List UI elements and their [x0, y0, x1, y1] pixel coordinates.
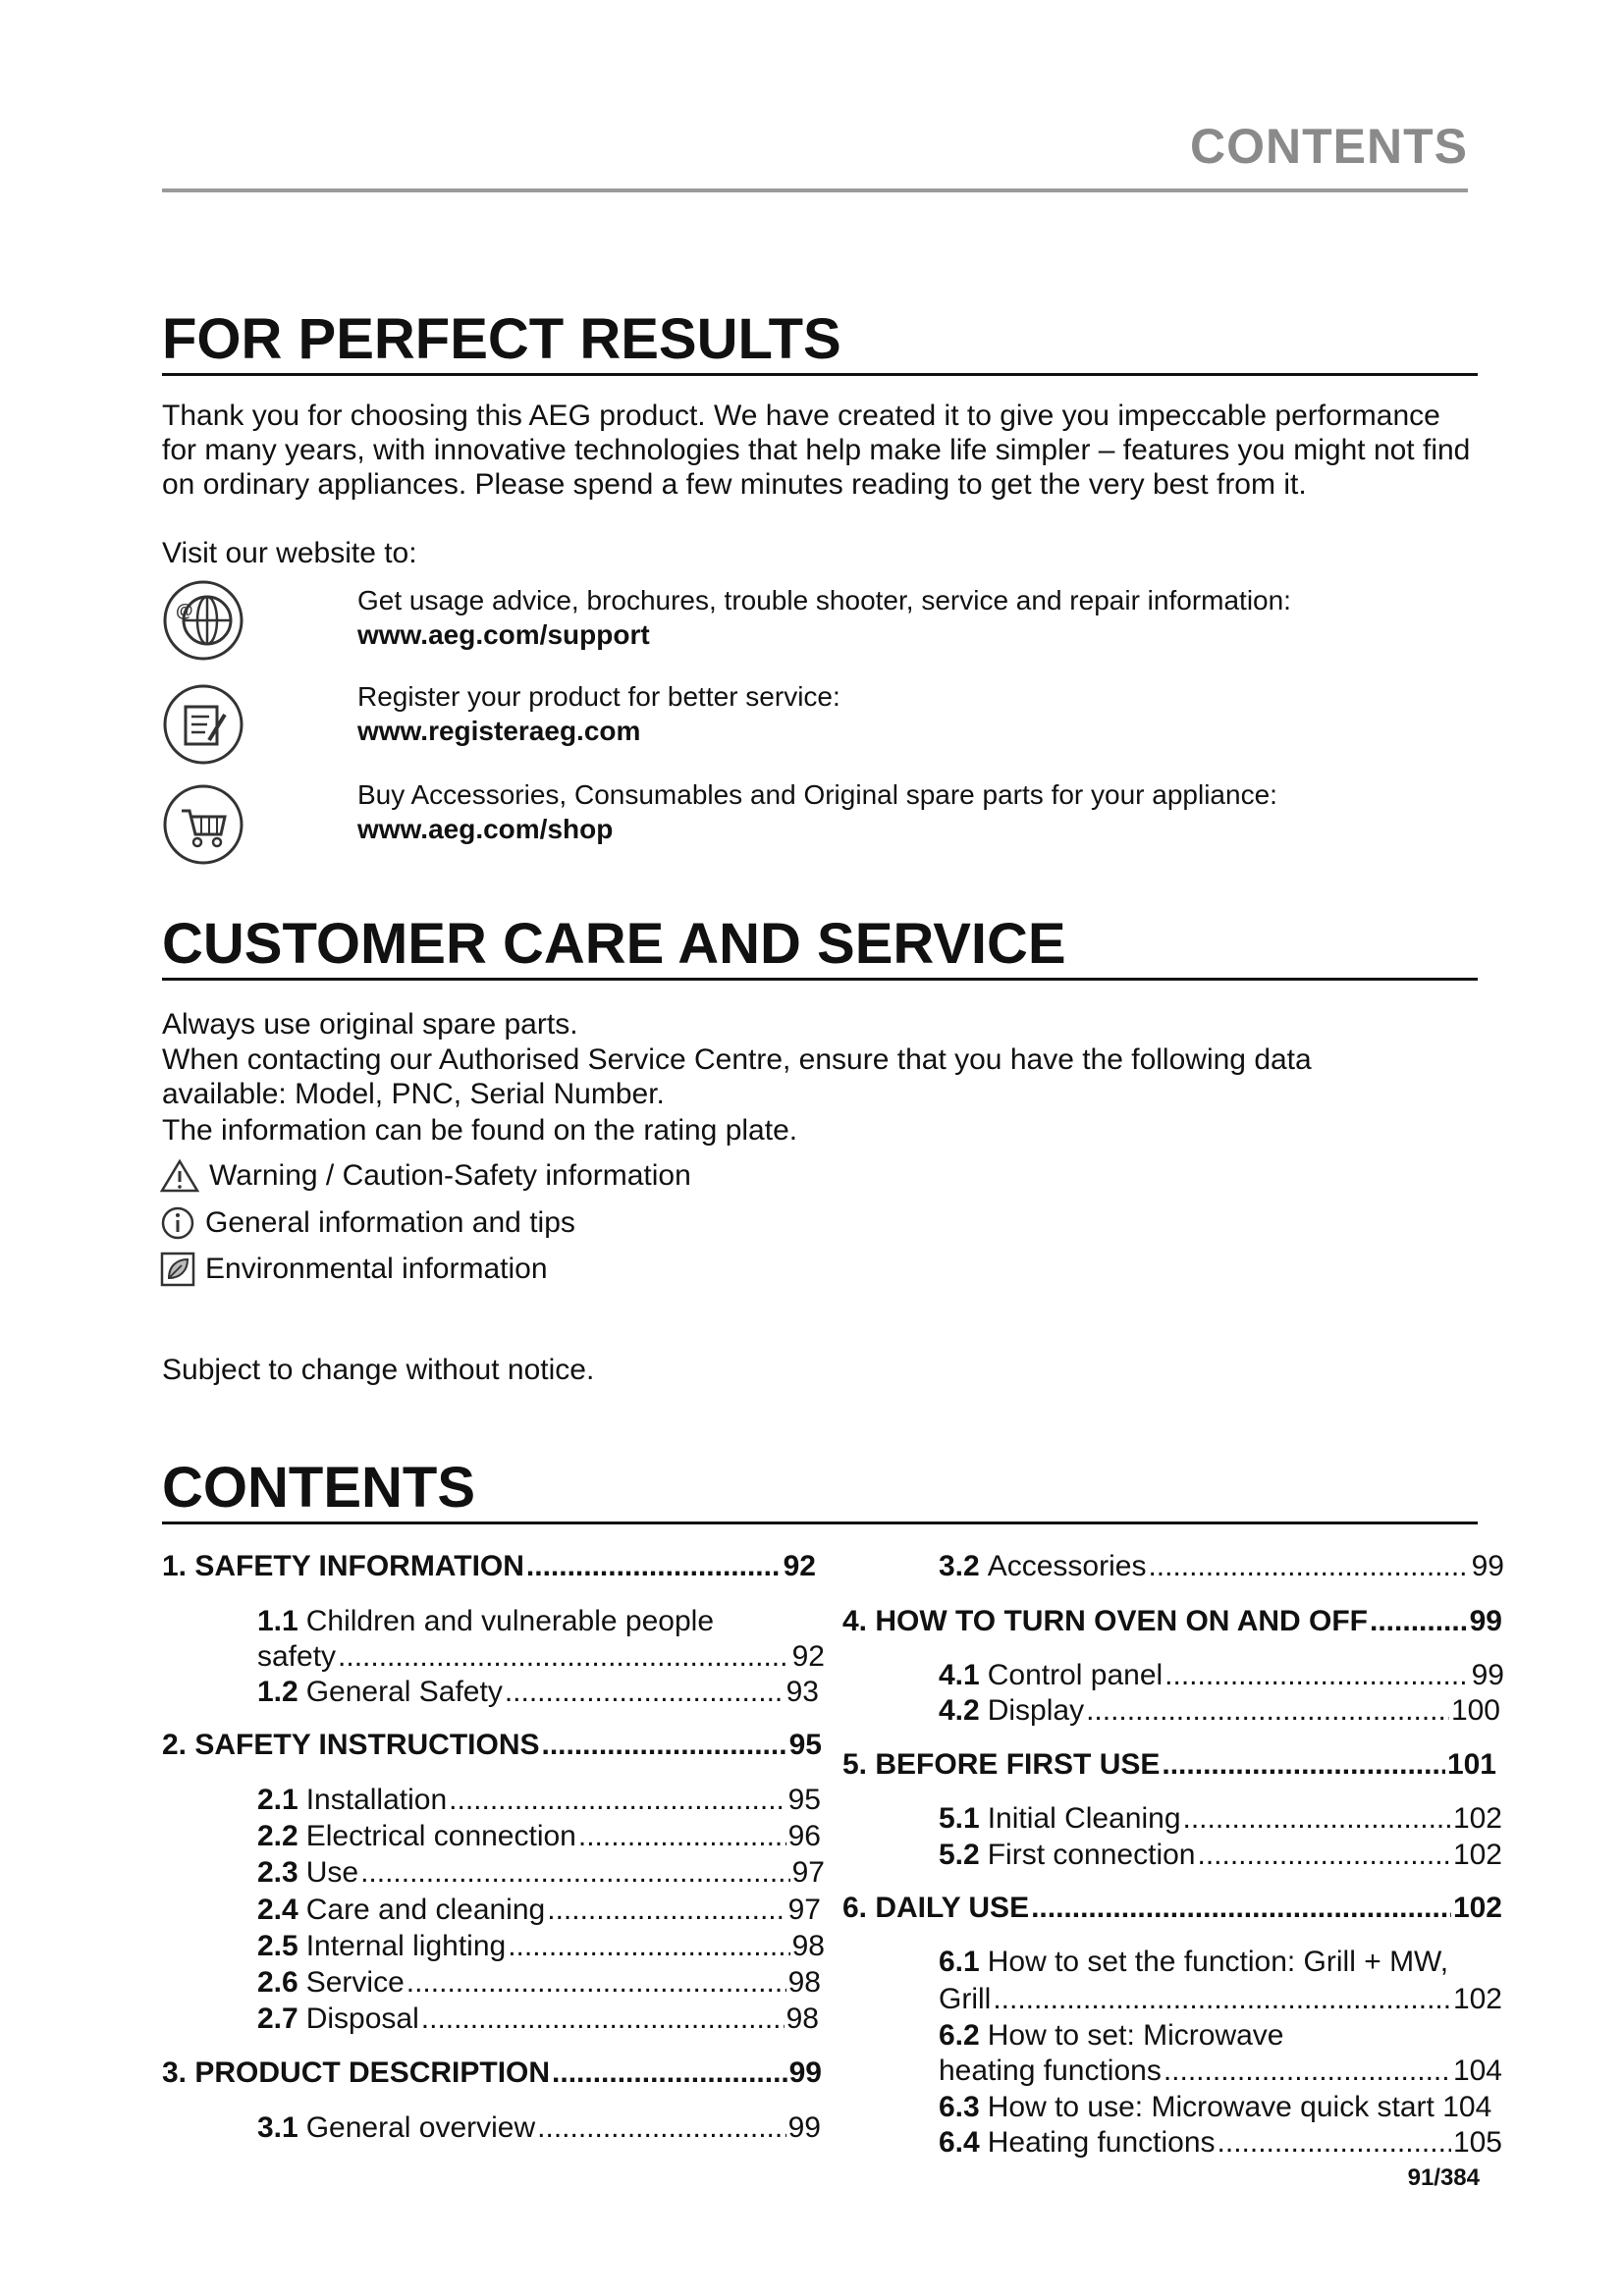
svg-text:@: @ [176, 601, 193, 620]
toc-number: 6.3 [939, 2091, 980, 2123]
link-description: Register your product for better service: [357, 681, 840, 712]
toc-entry-6-1-line2[interactable] [939, 1982, 1502, 2017]
link-description: Get usage advice, brochures, trouble shooter, service and repair information: [357, 585, 1291, 615]
toc-page: 99 [1471, 1550, 1504, 1582]
section-title-perfect-results: FOR PERFECT RESULTS [162, 308, 1478, 376]
section-title-contents: CONTENTS [162, 1457, 1478, 1524]
toc-page: 102 [1452, 1839, 1502, 1871]
toc-entry-3[interactable] [162, 2056, 822, 2091]
toc-entry-5-1[interactable] [939, 1801, 1502, 1837]
toc-page: 95 [788, 1729, 822, 1761]
toc-entry-1-2[interactable] [257, 1675, 819, 1710]
intro-paragraph: Thank you for choosing this AEG product. We have created it to give you impeccable performance for many years, with innovative technologies that help make life simpler – features you might not find on ordinary appliances. Please spend a few minutes reading to get the very best from it. [162, 400, 1471, 501]
toc-label: Installation [305, 1784, 448, 1816]
toc-number: 4.2 [939, 1694, 980, 1727]
legend-environment-text: Environmental information [205, 1253, 548, 1285]
toc-page: 98 [791, 1930, 825, 1962]
toc-entry-4-2[interactable] [939, 1693, 1500, 1729]
toc-page: 102 [1452, 1892, 1502, 1924]
toc-page: 104 [1452, 2055, 1502, 2087]
toc-page: 102 [1452, 1983, 1502, 2015]
legend-warning-text: Warning / Caution-Safety information [209, 1159, 691, 1192]
visit-text: Visit our website to: [162, 537, 417, 569]
toc-page: 92 [791, 1640, 825, 1673]
toc-label: 4. HOW TO TURN OVEN ON AND OFF [842, 1605, 1369, 1637]
toc-page: 100 [1450, 1694, 1500, 1727]
toc-page: 99 [1469, 1605, 1502, 1637]
toc-entry-4[interactable] [842, 1604, 1502, 1639]
toc-label-continued: heating functions [939, 2055, 1162, 2087]
toc-entry-2[interactable] [162, 1728, 822, 1763]
care-line-3: The information can be found on the rating plate. [162, 1114, 798, 1147]
toc-label: Control panel [987, 1659, 1164, 1691]
toc-label: Care and cleaning [305, 1894, 546, 1926]
support-link[interactable]: www.aeg.com/support [357, 619, 650, 650]
toc-label: How to set the function: Grill + MW, [987, 1946, 1449, 1978]
warning-icon [160, 1159, 199, 1193]
toc-number: 2.2 [257, 1820, 298, 1852]
toc-entry-1-1-line2[interactable] [257, 1639, 825, 1675]
toc-label: How to use: Microwave quick start [987, 2091, 1435, 2123]
toc-entry-1[interactable] [162, 1549, 816, 1584]
legend-environment [160, 1252, 548, 1287]
toc-label: Children and vulnerable people [305, 1605, 715, 1637]
toc-label: Internal lighting [305, 1930, 507, 1962]
toc-page: 105 [1452, 2126, 1502, 2159]
toc-page: 99 [788, 2056, 822, 2089]
toc-entry-6-3[interactable] [939, 2090, 1491, 2125]
toc-label: Disposal [305, 2002, 419, 2035]
toc-number: 2.6 [257, 1966, 298, 1999]
toc-number: 5.1 [939, 1802, 980, 1835]
register-icon [162, 683, 244, 766]
toc-entry-5-2[interactable] [939, 1838, 1502, 1873]
toc-entry-6-2-line2[interactable] [939, 2054, 1502, 2089]
info-icon [160, 1205, 195, 1241]
page-number: 91/384 [1407, 2164, 1480, 2191]
toc-number: 2.3 [257, 1856, 298, 1889]
toc-entry-3-1[interactable] [257, 2110, 821, 2146]
toc-label: Heating functions [987, 2126, 1216, 2159]
toc-number: 2.5 [257, 1930, 298, 1962]
toc-page: 101 [1446, 1748, 1496, 1781]
toc-number: 1.2 [257, 1676, 298, 1708]
toc-entry-2-6[interactable] [257, 1965, 821, 2001]
globe-icon [162, 579, 244, 662]
link-item-support [357, 583, 1291, 652]
toc-entry-1-1-line1[interactable] [257, 1604, 714, 1639]
toc-page: 96 [787, 1820, 821, 1852]
toc-label: Display [987, 1694, 1085, 1727]
toc-number: 6.1 [939, 1946, 980, 1978]
toc-entry-2-4[interactable] [257, 1893, 821, 1928]
legend-info-text: General information and tips [205, 1206, 575, 1239]
toc-page: 97 [791, 1856, 825, 1889]
toc-page: 104 [1442, 2091, 1492, 2123]
toc-page: 98 [787, 1966, 821, 1999]
legend-info [160, 1205, 575, 1241]
care-line-1: Always use original spare parts. [162, 1008, 578, 1041]
toc-label: Accessories [987, 1550, 1147, 1582]
toc-number: 3.2 [939, 1550, 980, 1582]
section-title-customer-care: CUSTOMER CARE AND SERVICE [162, 913, 1478, 981]
toc-label: 5. BEFORE FIRST USE [842, 1748, 1161, 1781]
toc-page: 97 [787, 1894, 821, 1926]
toc-entry-2-7[interactable] [257, 2002, 819, 2037]
toc-entry-3-2[interactable] [939, 1549, 1504, 1584]
toc-label-continued: safety [257, 1640, 337, 1673]
change-notice: Subject to change without notice. [162, 1354, 595, 1386]
toc-entry-6-2-line1[interactable] [939, 2018, 1283, 2054]
toc-entry-6-1-line1[interactable] [939, 1945, 1448, 1980]
toc-page: 98 [785, 2002, 819, 2035]
toc-number: 4.1 [939, 1659, 980, 1691]
toc-page: 93 [785, 1676, 819, 1708]
link-item-shop [357, 777, 1277, 846]
toc-label: How to set: Microwave [987, 2019, 1284, 2052]
toc-page: 95 [787, 1784, 821, 1816]
toc-entry-4-1[interactable] [939, 1658, 1504, 1693]
toc-number: 5.2 [939, 1839, 980, 1871]
care-line-2: When contacting our Authorised Service Centre, ensure that you have the following data available: Model, PNC, Serial Number. [162, 1043, 1312, 1110]
legend-warning [160, 1158, 691, 1194]
toc-page: 92 [783, 1550, 816, 1582]
running-header [162, 120, 1468, 192]
leaf-icon [160, 1252, 195, 1287]
toc-page: 99 [787, 2111, 821, 2144]
toc-label: Service [305, 1966, 405, 1999]
toc-label: General overview [305, 2111, 536, 2144]
toc-entry-5[interactable] [842, 1747, 1496, 1783]
running-header-title: CONTENTS [1190, 119, 1468, 174]
toc-entry-2-2[interactable] [257, 1819, 821, 1854]
toc-entry-2-5[interactable] [257, 1929, 825, 1964]
toc-entry-6-4[interactable] [939, 2125, 1502, 2161]
toc-label: 2. SAFETY INSTRUCTIONS [162, 1729, 540, 1761]
link-description: Buy Accessories, Consumables and Original spare parts for your appliance: [357, 779, 1277, 810]
toc-label: First connection [987, 1839, 1196, 1871]
cart-icon [162, 783, 244, 866]
toc-label: 6. DAILY USE [842, 1892, 1030, 1924]
toc-page: 102 [1452, 1802, 1502, 1835]
toc-label: General Safety [305, 1676, 503, 1708]
toc-entry-6[interactable] [842, 1891, 1502, 1926]
toc-page: 99 [1471, 1659, 1504, 1691]
toc-number: 3.1 [257, 2111, 298, 2144]
toc-number: 1.1 [257, 1605, 298, 1637]
toc-number: 2.7 [257, 2002, 298, 2035]
toc-entry-2-3[interactable] [257, 1855, 825, 1891]
link-item-register [357, 679, 840, 748]
toc-number: 2.4 [257, 1894, 298, 1926]
toc-label: 3. PRODUCT DESCRIPTION [162, 2056, 551, 2089]
toc-label: Electrical connection [305, 1820, 576, 1852]
toc-entry-2-1[interactable] [257, 1783, 821, 1818]
toc-label: Initial Cleaning [987, 1802, 1181, 1835]
toc-number: 2.1 [257, 1784, 298, 1816]
toc-label-continued: Grill [939, 1983, 992, 2015]
toc-number: 6.4 [939, 2126, 980, 2159]
register-link[interactable]: www.registeraeg.com [357, 716, 641, 746]
toc-label: Use [305, 1856, 359, 1889]
toc-label: 1. SAFETY INFORMATION [162, 1550, 524, 1582]
shop-link[interactable]: www.aeg.com/shop [357, 814, 614, 844]
toc-number: 6.2 [939, 2019, 980, 2052]
